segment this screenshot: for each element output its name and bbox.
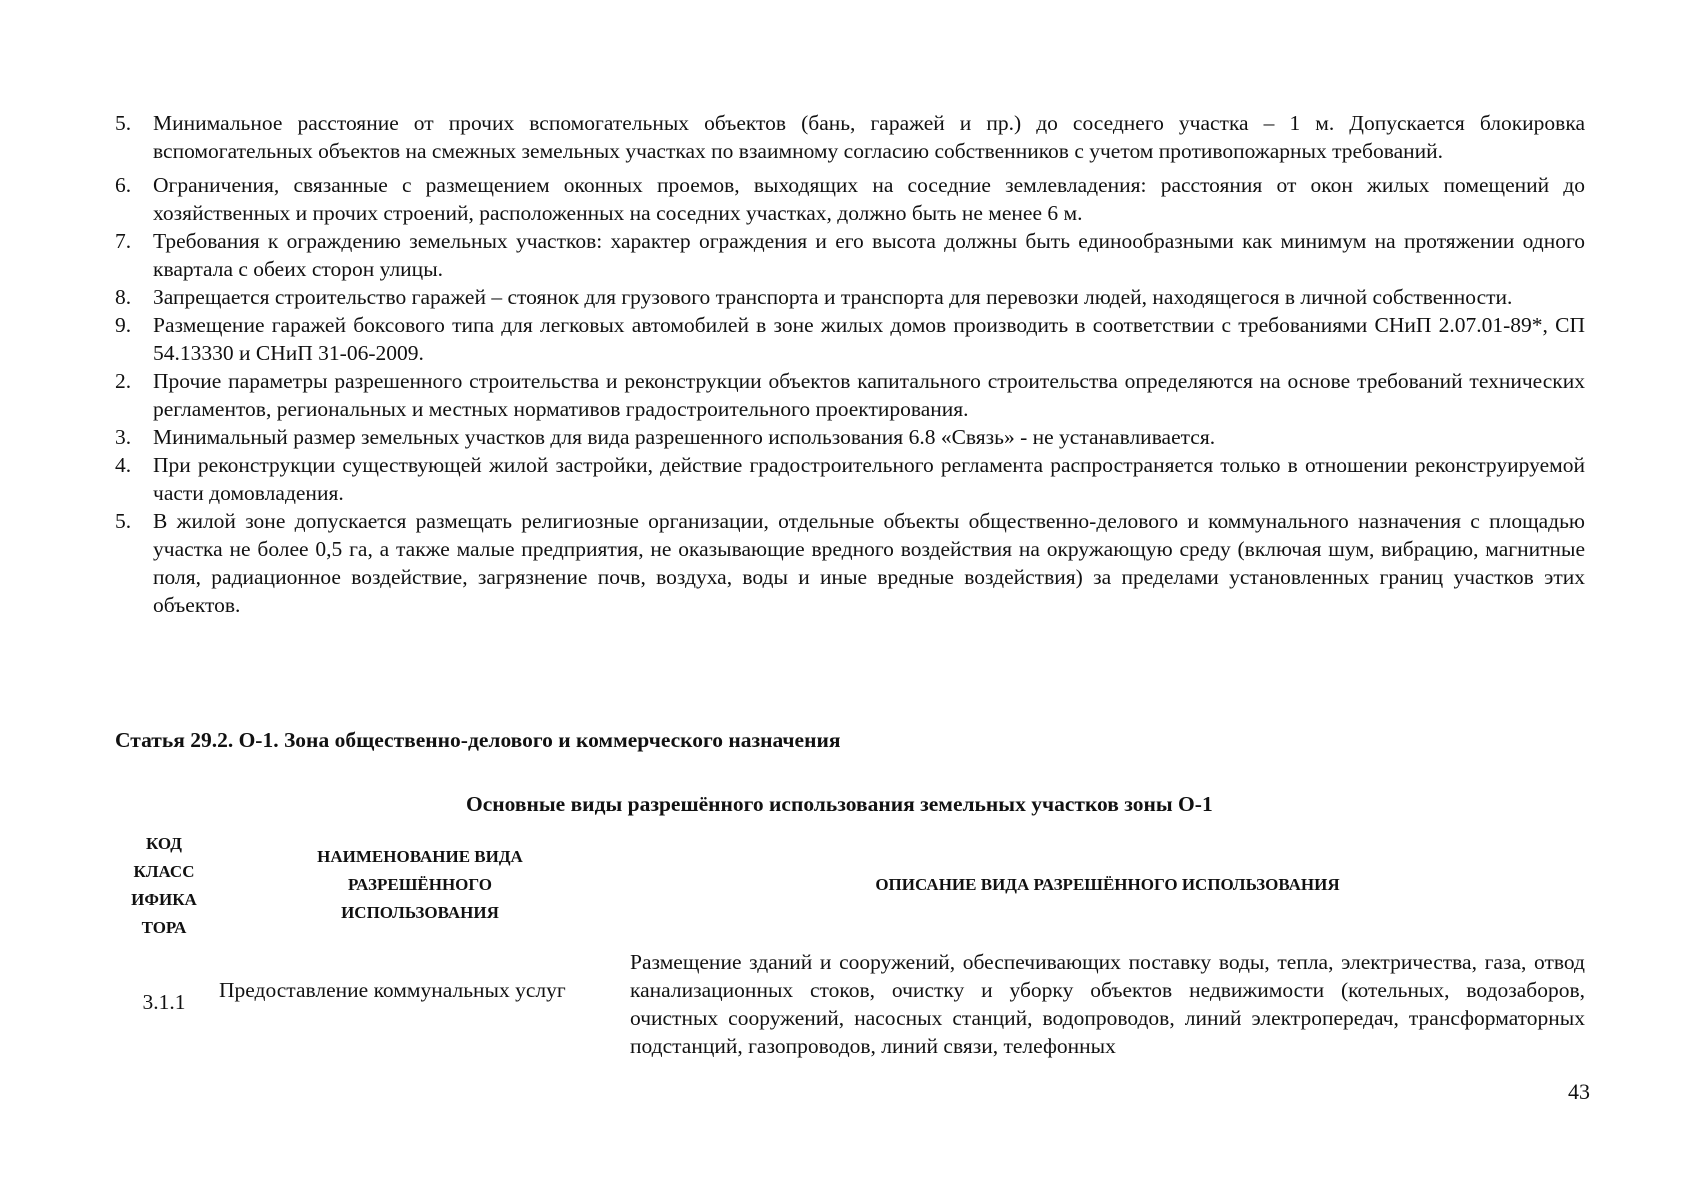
list-item-text: Ограничения, связанные с размещением оконных проемов, выходящих на соседние землевладения: расстояния от окон жилых помещений до хозяйственных и прочих строений, расположенных на соседних участках, должно быть не менее 6 м.: [153, 173, 1585, 225]
article-heading: Статья 29.2. О-1. Зона общественно-делового и коммерческого назначения: [115, 728, 841, 752]
page-number: 43: [1568, 1079, 1590, 1104]
column-header-name: НАИМЕНОВАНИЕ ВИДА РАЗРЕШЁННОГО ИСПОЛЬЗОВАНИЯ: [317, 847, 523, 922]
table-cell-description: Размещение зданий и сооружений, обеспечивающих поставку воды, тепла, электричества, газа, отвод канализационных стоков, очистку и уборку объектов недвижимости (котельных, водозаборов, очистных сооружений, насосных станций, водопроводов, линий электропередач, трансформаторных подстанций, газопроводов, линий связи, телефонных: [630, 950, 1585, 1058]
list-item-number: 2.: [115, 369, 132, 393]
list-item-number: 4.: [115, 453, 132, 477]
list-item: [115, 451, 1585, 507]
list-item: [115, 367, 1585, 423]
list-item-number: 7.: [115, 229, 132, 253]
list-item-number: 3.: [115, 425, 132, 449]
list-item-text: Размещение гаражей боксового типа для легковых автомобилей в зоне жилых домов производить в соответствии с требованиями СНиП 2.07.01-89*, СП 54.13330 и СНиП 31-06-2009.: [153, 313, 1585, 365]
list-item-text: Запрещается строительство гаражей – стоянок для грузового транспорта и транспорта для перевозки людей, находящегося в личной собственности.: [153, 285, 1513, 309]
list-item-text: В жилой зоне допускается размещать религиозные организации, отдельные объекты общественно-делового и коммунального назначения с площадью участка не более 0,5 га, а также малые предприятия, не оказывающие вредного воздействия на окружающую среду (включая шум, вибрацию, магнитные поля, радиационное воздействие, загрязнение почв, воздуха, воды и иные вредные воздействия) за пределами установленных границ участков этих объектов.: [153, 509, 1585, 617]
list-item: [115, 171, 1585, 227]
table-title: Основные виды разрешённого использования земельных участков зоны О-1: [466, 792, 1213, 816]
numbered-list: [115, 109, 1585, 619]
column-header-code: КОД КЛАСС ИФИКА ТОРА: [131, 834, 197, 937]
list-item-text: Минимальный размер земельных участков для вида разрешенного использования 6.8 «Связь» - не устанавливается.: [153, 425, 1216, 449]
list-item-number: 9.: [115, 313, 132, 337]
list-item-text: Прочие параметры разрешенного строительства и реконструкции объектов капитального строительства определяются на основе требований технических регламентов, региональных и местных нормативов градостроительного проектирования.: [153, 369, 1585, 421]
list-item-number: 8.: [115, 285, 132, 309]
list-item-number: 5.: [115, 509, 132, 533]
list-item: [115, 109, 1585, 165]
list-item-text: Требования к ограждению земельных участков: характер ограждения и его высота должны быть единообразными как минимум на протяжении одного квартала с обеих сторон улицы.: [153, 229, 1585, 281]
list-item: [115, 227, 1585, 283]
list-item: [115, 507, 1585, 619]
list-item: [115, 283, 1585, 311]
list-item: [115, 311, 1585, 367]
list-item-text: Минимальное расстояние от прочих вспомогательных объектов (бань, гаражей и пр.) до соседнего участка – 1 м. Допускается блокировка вспомогательных объектов на смежных земельных участках по взаимному согласию собственников с учетом противопожарных требований.: [153, 111, 1585, 163]
list-item: [115, 423, 1585, 451]
list-item-number: 6.: [115, 173, 132, 197]
list-item-number: 5.: [115, 111, 132, 135]
table-cell-name: Предоставление коммунальных услуг: [219, 978, 566, 1002]
list-item-text: При реконструкции существующей жилой застройки, действие градостроительного регламента распространяется только в отношении реконструируемой части домовладения.: [153, 453, 1585, 505]
table-cell-code: 3.1.1: [142, 990, 186, 1014]
column-header-description: ОПИСАНИЕ ВИДА РАЗРЕШЁННОГО ИСПОЛЬЗОВАНИЯ: [875, 875, 1340, 894]
